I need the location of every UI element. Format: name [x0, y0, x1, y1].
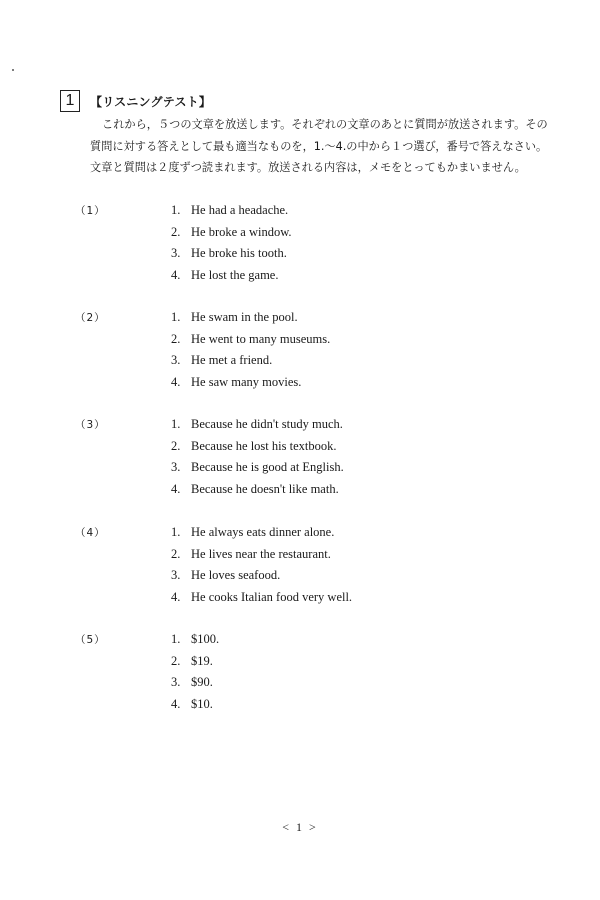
choice-text: He swam in the pool.: [191, 310, 298, 324]
choice-item: [171, 246, 292, 268]
choice-list: [171, 203, 292, 289]
choice-list: [171, 632, 219, 718]
choice-text: He went to many museums.: [191, 331, 331, 346]
choice-number: 4.: [171, 589, 181, 604]
choice-item: [171, 697, 219, 719]
choice-text: He lives near the restaurant.: [191, 546, 331, 561]
choice-number: 2.: [171, 653, 181, 668]
choice-item: [171, 375, 330, 397]
choice-item: [171, 460, 344, 482]
instruction-line: これから，５つの文章を放送します。それぞれの文章のあとに質問が放送されます。その: [102, 118, 548, 131]
choice-text: He lost the game.: [191, 267, 279, 282]
choice-text: Because he lost his textbook.: [191, 438, 337, 453]
choice-number: 1.: [171, 632, 181, 646]
choice-item: [171, 568, 352, 590]
choice-number: 1.: [171, 525, 181, 539]
choice-number: 1.: [171, 203, 181, 217]
choice-text: He broke his tooth.: [191, 246, 287, 260]
choice-number: 3.: [171, 568, 181, 582]
choice-item: [171, 268, 292, 290]
choice-item: [171, 203, 292, 225]
choice-number: 3.: [171, 675, 181, 689]
choice-number: 4.: [171, 696, 181, 711]
scan-speck: [12, 69, 14, 71]
choice-item: [171, 310, 330, 332]
choice-text: He loves seafood.: [191, 568, 281, 582]
choice-number: 4.: [171, 374, 181, 389]
choice-text: Because he is good at English.: [191, 460, 344, 474]
section-title: 【リスニングテスト】: [90, 95, 212, 109]
choice-item: [171, 225, 292, 247]
choice-number: 4.: [171, 481, 181, 496]
instruction-line: 文章と質問は２度ずつ読まれます。放送される内容は，メモをとってもかまいません。: [90, 161, 526, 174]
choice-text: He always eats dinner alone.: [191, 525, 335, 539]
choice-text: $19.: [191, 653, 213, 668]
choice-text: $100.: [191, 632, 220, 646]
choice-number: 3.: [171, 246, 181, 260]
choice-item: [171, 482, 344, 504]
choice-item: [171, 654, 219, 676]
choice-list: [171, 417, 344, 503]
choice-number: 2.: [171, 438, 181, 453]
choice-item: [171, 632, 219, 654]
choice-number: 2.: [171, 546, 181, 561]
choice-item: [171, 439, 344, 461]
choice-number: 1.: [171, 310, 181, 324]
choice-text: He met a friend.: [191, 353, 273, 367]
instructions: [90, 114, 550, 179]
choice-text: He cooks Italian food very well.: [191, 589, 353, 604]
choice-text: He broke a window.: [191, 224, 292, 239]
choice-item: [171, 675, 219, 697]
choice-text: He saw many movies.: [191, 374, 302, 389]
choice-item: [171, 547, 352, 569]
question-label: （5）: [75, 634, 106, 646]
choice-item: [171, 353, 330, 375]
choice-item: [171, 525, 352, 547]
question-label: （2）: [75, 312, 106, 324]
section-number-box: 1: [60, 90, 80, 112]
choice-number: 4.: [171, 267, 181, 282]
choice-text: $90.: [191, 675, 213, 689]
instruction-line: 質問に対する答えとして最も適当なものを，1.～4.の中から１つ選び，番号で答えなさい。: [90, 139, 548, 153]
choice-number: 1.: [171, 417, 181, 431]
choice-number: 2.: [171, 331, 181, 346]
choice-list: [171, 525, 352, 611]
choice-item: [171, 417, 344, 439]
choice-item: [171, 590, 352, 612]
choice-text: He had a headache.: [191, 203, 289, 217]
page-number: < 1 >: [282, 820, 318, 834]
choice-list: [171, 310, 330, 396]
choice-number: 3.: [171, 460, 181, 474]
choice-number: 3.: [171, 353, 181, 367]
question-label: （3）: [75, 419, 106, 431]
question-label: （4）: [75, 527, 106, 539]
choice-text: Because he doesn't like math.: [191, 481, 339, 496]
question-label: （1）: [75, 205, 106, 217]
choice-text: $10.: [191, 696, 213, 711]
choice-item: [171, 332, 330, 354]
choice-number: 2.: [171, 224, 181, 239]
choice-text: Because he didn't study much.: [191, 417, 343, 431]
